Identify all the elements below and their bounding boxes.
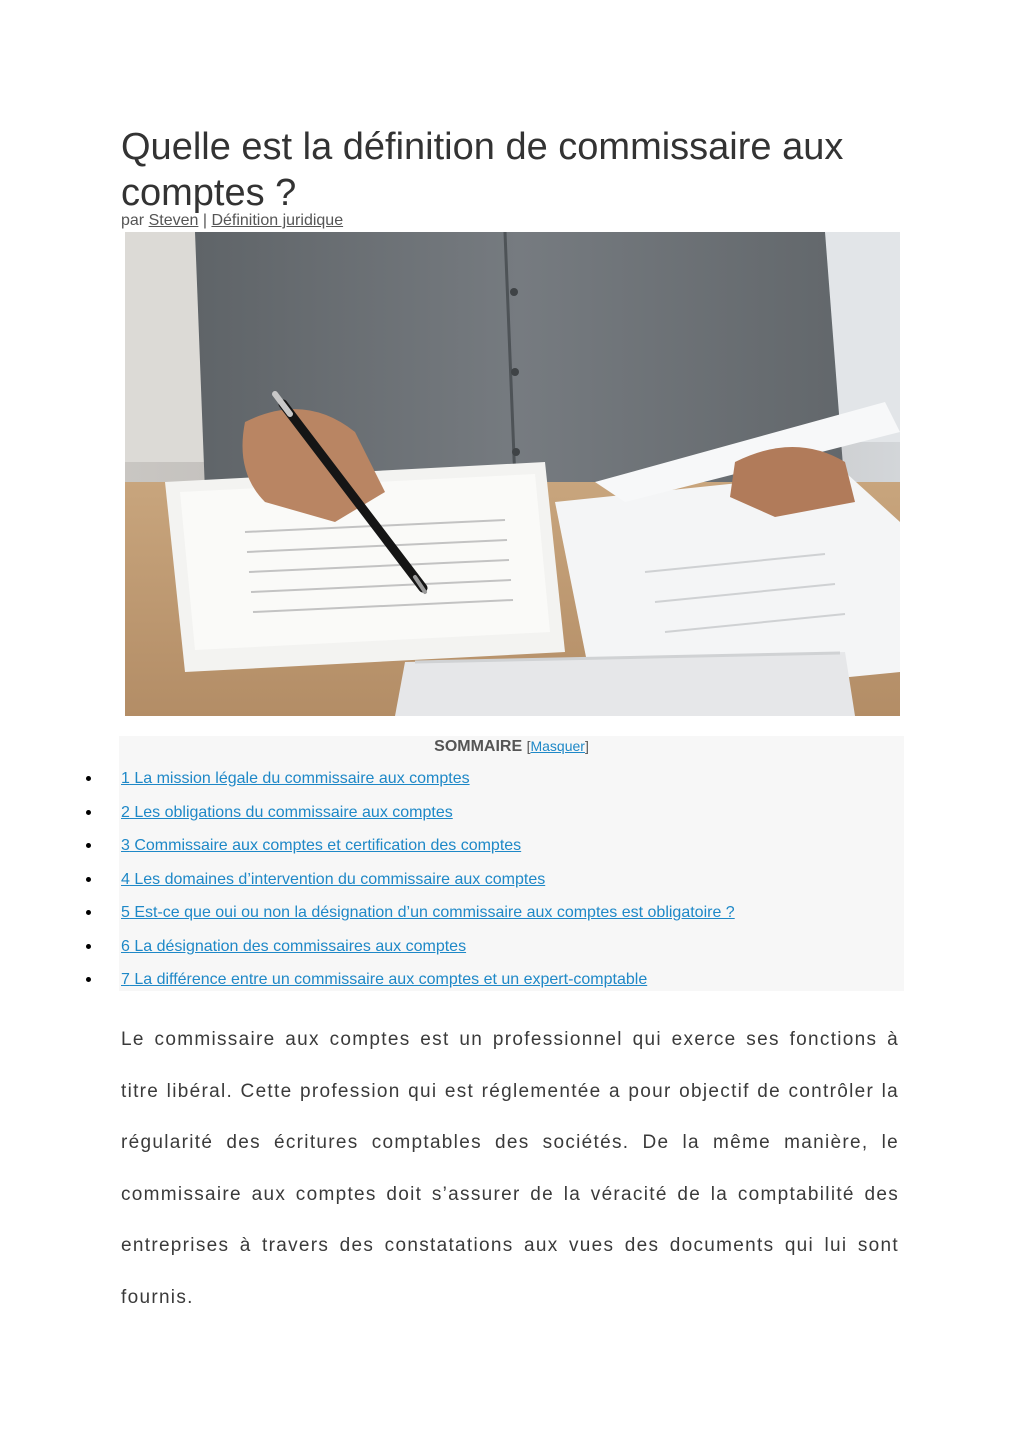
toc-label: La désignation des commissaires aux comptes <box>129 937 467 955</box>
toc-number: 5 <box>121 904 130 921</box>
toc-link[interactable] <box>121 970 647 990</box>
toc-link[interactable] <box>121 836 521 856</box>
bullet-icon <box>86 910 91 915</box>
toc-bracket-open: [ <box>526 738 531 754</box>
toc-bracket-close: ] <box>584 738 589 754</box>
toc-label: Les domaines d’intervention du commissaire aux comptes <box>129 870 546 888</box>
toc-label: Est-ce que oui ou non la désignation d’un commissaire aux comptes est obligatoire ? <box>129 904 735 921</box>
toc-number: 4 <box>121 870 130 888</box>
intro-paragraph: Le commissaire aux comptes est un professionnel qui exerce ses fonctions à titre libéral. Cette profession qui est réglementée a pour objectif de contrôler la régularité des écritures comptables des sociétés. De la même manière, le commissaire aux comptes doit s’assurer de la véracité de la comptabilité des entreprises à travers des constatations aux vues des documents qui lui sont fournis. <box>121 1029 899 1308</box>
toc-number: 3 <box>121 837 130 854</box>
toc-link[interactable] <box>121 769 470 789</box>
toc-number: 7 <box>121 971 130 988</box>
toc-link[interactable] <box>121 803 453 823</box>
toc-number: 2 <box>121 803 130 821</box>
toc-toggle-link[interactable]: Masquer <box>530 738 585 754</box>
bullet-icon <box>86 944 91 949</box>
bullet-icon <box>86 977 91 982</box>
article-title: Quelle est la définition de commissaire aux comptes ? <box>121 126 844 214</box>
toc-label: La différence entre un commissaire aux comptes et un expert-comptable <box>129 971 648 988</box>
toc-label: Commissaire aux comptes et certification des comptes <box>129 837 522 854</box>
byline-prefix: par <box>121 212 145 229</box>
bullet-icon <box>86 776 91 781</box>
toc-link[interactable] <box>121 870 545 890</box>
hero-image <box>125 232 900 716</box>
toc-header <box>119 736 904 757</box>
category-link[interactable]: Définition juridique <box>211 212 344 229</box>
hero-photo-illustration <box>125 232 900 716</box>
bullet-icon <box>86 877 91 882</box>
bullet-icon <box>86 843 91 848</box>
toc-number: 6 <box>121 937 130 955</box>
bullet-icon <box>86 810 91 815</box>
toc-number: 1 <box>121 770 130 787</box>
toc-label: Les obligations du commissaire aux comptes <box>129 803 453 821</box>
article-byline <box>121 211 343 231</box>
byline-separator: | <box>202 212 207 229</box>
toc-link[interactable] <box>121 903 735 923</box>
toc-label: La mission légale du commissaire aux comptes <box>129 770 470 787</box>
toc-link[interactable] <box>121 937 466 957</box>
toc-title: SOMMAIRE <box>434 738 523 755</box>
table-of-contents <box>119 736 904 991</box>
author-link[interactable]: Steven <box>148 212 199 229</box>
